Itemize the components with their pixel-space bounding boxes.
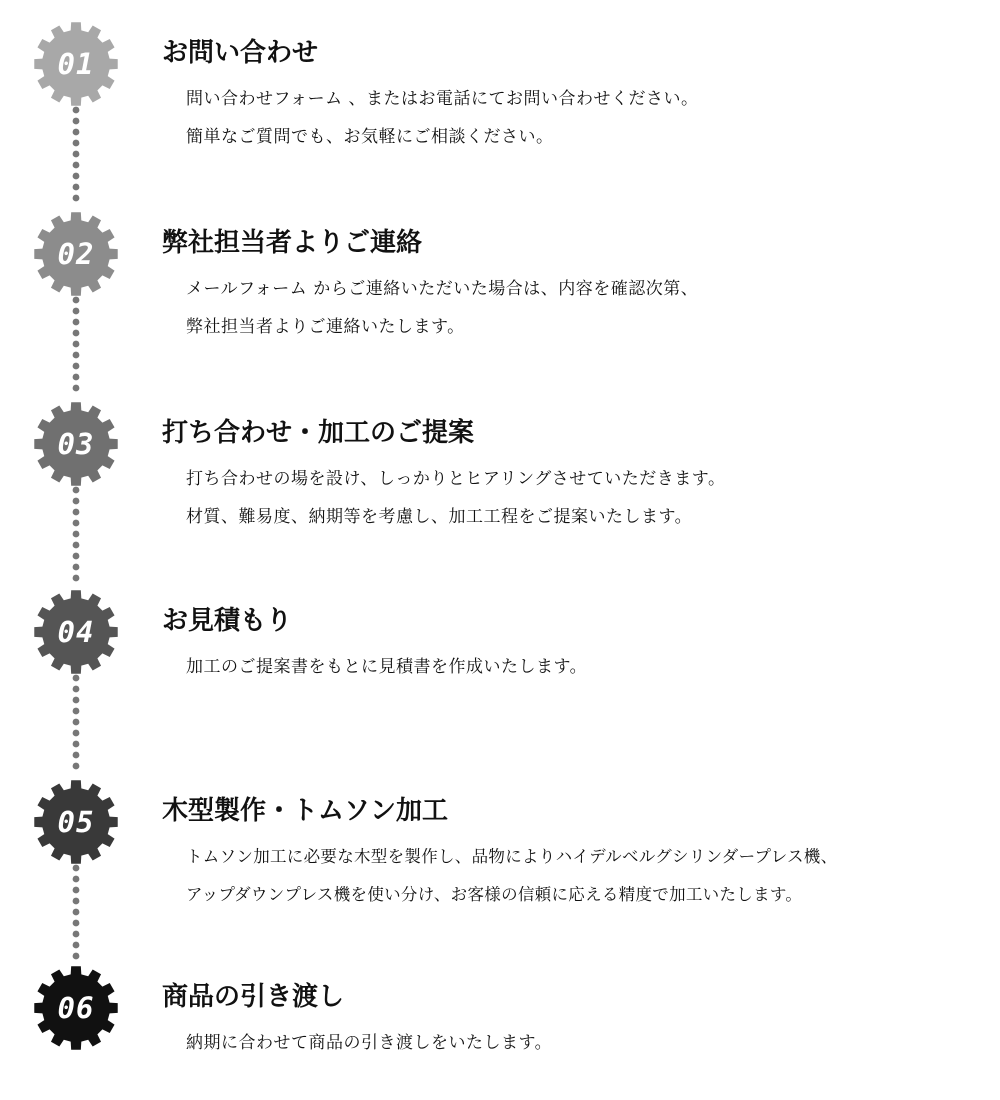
step-number: 03 (57, 427, 95, 461)
description-line: 簡単なご質問でも、お気軽にご相談ください。 (186, 127, 554, 147)
connector-dot (73, 942, 80, 949)
step-number: 05 (57, 805, 95, 839)
connector-dot (73, 498, 80, 505)
connector-dot (73, 730, 80, 737)
connector-dot (73, 385, 80, 392)
description-line: 納期に合わせて商品の引き渡しをいたします。 (186, 1033, 553, 1053)
connector-dot (73, 374, 80, 381)
connector-dot (73, 184, 80, 191)
connector-dot (73, 708, 80, 715)
step-description (186, 648, 986, 686)
connector-dot (73, 575, 80, 582)
step-description (186, 460, 986, 536)
gear-icon (32, 778, 120, 866)
connector-dot (73, 719, 80, 726)
step-description (186, 270, 986, 346)
step-title: 打ち合わせ・加工のご提案 (162, 418, 475, 448)
step-title: お見積もり (162, 606, 293, 636)
connector-dot (73, 509, 80, 516)
connector-dot (73, 195, 80, 202)
connector-dot (73, 920, 80, 927)
connector-dot (73, 741, 80, 748)
description-line: 加工のご提案書をもとに見積書を作成いたします。 (186, 657, 588, 677)
connector-dot (73, 520, 80, 527)
connector-dot (73, 531, 80, 538)
connector-dot (73, 553, 80, 560)
description-line: 材質、難易度、納期等を考慮し、加工工程をご提案いたします。 (186, 507, 693, 527)
connector-dot (73, 686, 80, 693)
description-line: トムソン加工に必要な木型を製作し、品物によりハイデルベルグシリンダープレス機、 (186, 847, 838, 866)
gear-icon (32, 20, 120, 108)
connector-dot (73, 319, 80, 326)
connector-dot (73, 162, 80, 169)
connector-dot (73, 173, 80, 180)
connector-dot (73, 931, 80, 938)
description-line: 弊社担当者よりご連絡いたします。 (186, 317, 465, 337)
step-number: 04 (57, 615, 95, 649)
step-description (186, 1024, 986, 1062)
gear-icon (32, 964, 120, 1052)
connector-dot (73, 763, 80, 770)
step-description (186, 838, 986, 914)
step-number: 06 (57, 991, 95, 1025)
gear-icon (32, 210, 120, 298)
connector-dot (73, 876, 80, 883)
description-line: 問い合わせフォーム 、またはお電話にてお問い合わせください。 (186, 89, 699, 109)
connector-dot (73, 953, 80, 960)
connector-dot (73, 752, 80, 759)
connector-dot (73, 697, 80, 704)
connector-dot (73, 118, 80, 125)
connector-dot (73, 129, 80, 136)
connector-dot (73, 330, 80, 337)
step-number: 01 (57, 47, 95, 81)
step-title: 木型製作・トムソン加工 (162, 796, 449, 826)
gear-icon (32, 588, 120, 676)
step-title: 弊社担当者よりご連絡 (162, 228, 423, 258)
connector-dot (73, 909, 80, 916)
description-line: メールフォーム からご連絡いただいた場合は、内容を確認次第、 (186, 279, 699, 299)
step-description (186, 80, 986, 156)
description-line: アップダウンプレス機を使い分け、お客様の信頼に応える精度で加工いたします。 (186, 885, 803, 904)
connector-dot (73, 564, 80, 571)
connector-dot (73, 352, 80, 359)
connector-dot (73, 151, 80, 158)
connector-dot (73, 341, 80, 348)
connector-dot (73, 542, 80, 549)
connector-dots (0, 0, 160, 1100)
connector-dot (73, 308, 80, 315)
connector-dot (73, 363, 80, 370)
step-title: お問い合わせ (162, 38, 319, 68)
connector-dot (73, 140, 80, 147)
step-number: 02 (57, 237, 95, 271)
description-line: 打ち合わせの場を設け、しっかりとヒアリングさせていただきます。 (186, 469, 726, 489)
gear-icon (32, 400, 120, 488)
connector-dot (73, 898, 80, 905)
step-title: 商品の引き渡し (162, 982, 345, 1012)
connector-dot (73, 887, 80, 894)
